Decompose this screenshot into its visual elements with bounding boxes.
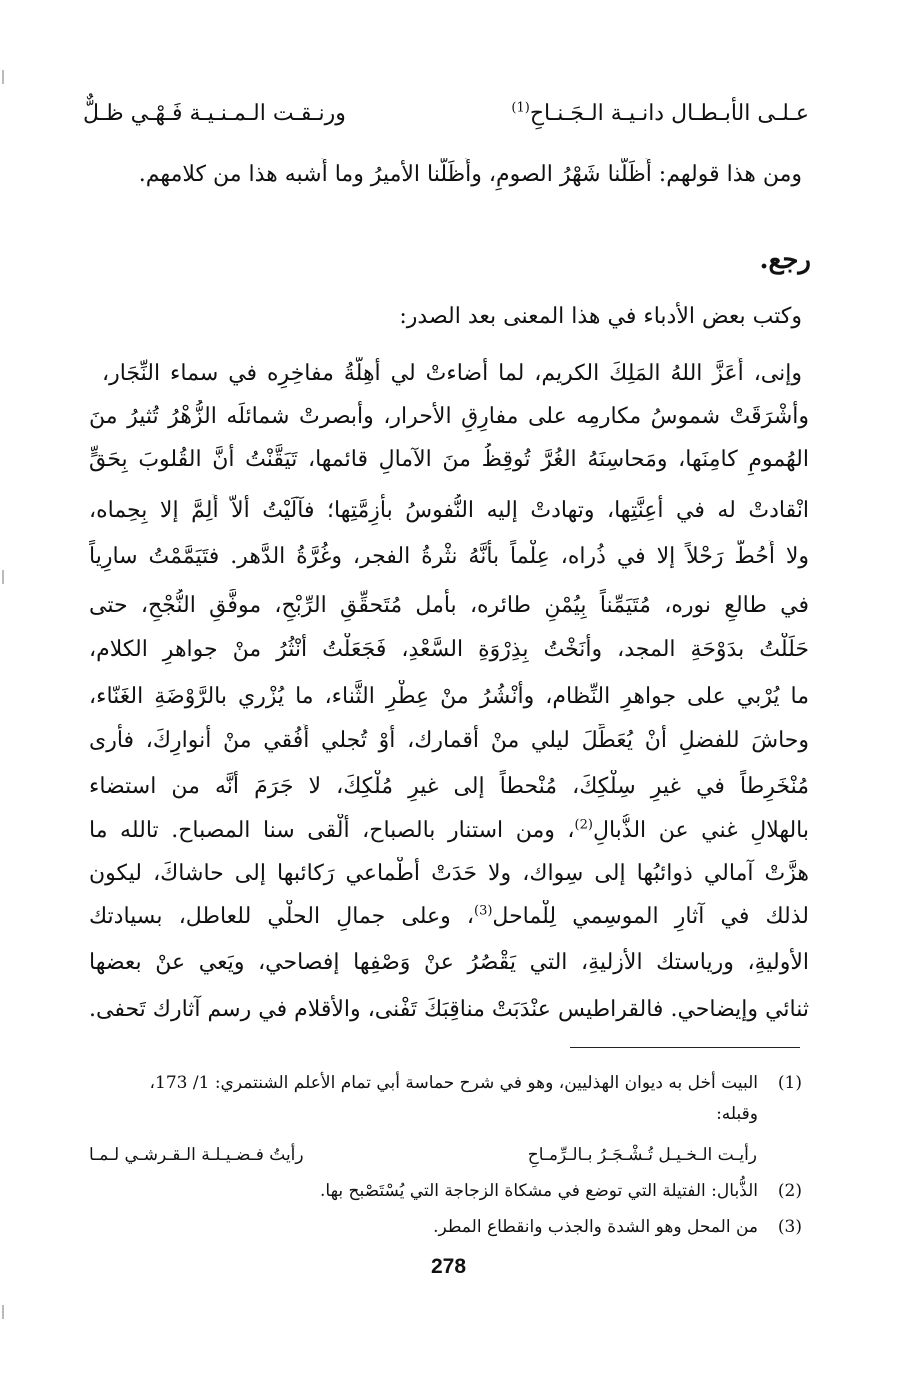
- body-line: [89, 540, 809, 574]
- body-line-text: ما يُرْبي على جواهرِ النِّظام، وأنْشُرُ منْ عِطْرِ الثَّناء، ما يُزْري بالرَّوْضَةِ الغَنّاء،: [89, 684, 809, 709]
- body-line-text: وحاشَ للفضلِ أنْ يُعَطِّلَ ليلي منْ أقمارك، أوْ تُجلي أُفُقي منْ أنوارِكَ، فأرى: [89, 728, 809, 753]
- footnote-text: الذُّبال: الفتيلة التي توضع في مشكاة الزجاجة التي يُسْتَصْبح بها.: [319, 1181, 758, 1201]
- footnote-number: (3): [777, 1217, 802, 1237]
- footnote-text: البيت أخل به ديوان الهذليين، وهو في شرح حماسة أبي تمام الأعلم الشنتمري: 1/ 173،: [149, 1073, 758, 1093]
- body-line: [89, 400, 809, 434]
- body-line: [89, 857, 809, 891]
- lead-line: وكتب بعض الأدباء في هذا المعنى بعد الصدر:: [399, 304, 802, 329]
- footnote-verse-first-hemistich: رأيتُ فـضـيـلـة الـقـرشـي لـمـا: [89, 1145, 304, 1165]
- body-line: [102, 357, 802, 391]
- body-line-text: ولا أَحُطَّ رَحْلاً إلا في ذُراه، عِلْماً بأنَّهُ نثْرةُ الفجر، وغُرَّةُ الدَّهر. فتَيَمَّمْتُ سارِياً: [89, 544, 809, 569]
- body-line: [89, 946, 809, 980]
- scan-edge-mark: [2, 70, 4, 84]
- verse-second-hemistich: [511, 97, 809, 131]
- body-line: [89, 589, 809, 623]
- footnote-ref: (1): [511, 100, 530, 116]
- body-line: [89, 900, 809, 934]
- footnote-ref: (3): [473, 903, 493, 919]
- body-line-text: ثنائي وإيضاحي. فالقراطيس عنْدَبَتْ مناقِبَكَ تَفْنى، والأقلام في رسم آثارك تَحفى.: [89, 997, 809, 1022]
- footnote-ref: (2): [574, 817, 593, 833]
- section-heading: رجع.: [759, 245, 811, 275]
- body-line-text: الأوليةِ، ورياستك الأزليةِ، التي يَقْصُرُ عنْ وَصْفِها إفصاحي، ويَعي عنْ بعضها: [89, 950, 809, 975]
- body-line: [89, 993, 809, 1027]
- verse-first-hemistich: ورنـقـت الـمـنـيـة فَـهْـي ظـلٌّ: [83, 101, 346, 126]
- body-line-text: الهُمومِ كامِنَها، ومَحاسِنَهُ الغُرَّ تُوقِظُ منَ الآمالِ قائمها، تَيَقَّنْتُ أنَّ القُلوبَ بِحَقٍّ: [89, 447, 809, 472]
- verse-second-hemistich-text: عـلـى الأبـطـال دانـيـة الـجَـنـاحِ: [529, 101, 809, 126]
- footnote-text: وقبله:: [716, 1104, 758, 1124]
- page-number: 278: [430, 1255, 467, 1278]
- footnote-item: [90, 1178, 802, 1204]
- body-line: [89, 494, 809, 528]
- body-line: [89, 443, 809, 477]
- body-line: [89, 633, 809, 667]
- body-line: [89, 680, 809, 714]
- body-line: [89, 724, 809, 758]
- poem-verse: [83, 94, 809, 134]
- scan-edge-mark: [2, 570, 4, 584]
- body-line-text: حَلَلْتُ بدَوْحَةِ المجد، وأنَخْتُ بِذِرْوَةِ السَّعْدِ، فَجَعَلْتُ أنْثُرُ منْ جواهرِ الكلام،: [89, 637, 809, 662]
- intro-line: ومن هذا قولهم: أَظَلّنا شَهْرُ الصومِ، وأَظَلّنا الأميرُ وما أَشبه هذا من كلامهم.: [138, 162, 802, 187]
- footnote-verse-second-hemistich: رأيـت الـخـيـل تُـشْـجَـرُ بـالـرِّمـاحِ: [527, 1145, 757, 1165]
- footnote-text: من المحل وهو الشدة والجذب وانقطاع المطر.: [433, 1217, 758, 1237]
- body-line-text: مُنْخَرِطاً في غيرِ سِلْكِكَ، مُنْحطاً إلى غيرِ مُلْكِكَ، لا جَرَمَ أنَّه من استضاء: [89, 774, 809, 799]
- body-line-text: لذلك في آثارِ الموسِمي لِلْماحل: [492, 904, 809, 929]
- body-line-tail: ، وعلى جمالِ الحلْي للعاطل، بسيادتك: [89, 904, 474, 929]
- body-line-text: في طالعِ نوره، مُتَيَمِّناً بِيُمْنِ طائره، بأمل مُتَحقِّقِ الرِّبْحِ، موفَّقِ النُّجْحِ، حتى: [89, 593, 809, 618]
- footnote-number: (1): [777, 1073, 802, 1093]
- footnote-item: [90, 1101, 802, 1127]
- body-line-text: بالهلالِ غني عن الذُّبالِ: [592, 818, 809, 843]
- footnote-item: [90, 1214, 802, 1240]
- body-line-text: وأشْرَقَتْ شموسُ مكارمِه على مفارِقِ الأحرار، وأبصرتْ شمائلَه الزُّهْرُ تُثيرُ منَ: [89, 404, 809, 429]
- footnote-verse: [89, 1142, 757, 1168]
- body-line-tail: ، ومن استنار بالصباح، ألْقى سنا المصباح. تالله ما: [89, 818, 575, 843]
- body-line-text: هزَّتْ آمالي ذوائبُها إلى سِواك، ولا حَدَتْ أطْماعي رَكائبها إلى حاشاكَ، ليكون: [89, 861, 809, 886]
- body-line: [89, 770, 809, 804]
- body-line: [89, 814, 809, 848]
- footnote-divider: [570, 1047, 800, 1048]
- scan-edge-mark: [2, 1305, 4, 1319]
- footnote-number: (2): [777, 1181, 802, 1201]
- body-line-text: انْقادتْ له في أعِنَّتِها، وتهادتْ إليه النُّفوسُ بأزِمَّتِها؛ فآلَيْتُ ألاّ أُلِمَّ إلا بِحِماه،: [89, 498, 809, 523]
- footnote-number: [758, 1101, 802, 1127]
- body-line-text: وإنى، أَعَزَّ اللهُ المَلِكَ الكريم، لما أضاءتْ لي أهِلَّةُ مفاخِرِه في سماء النِّجَار،: [102, 361, 802, 386]
- footnote-item: [90, 1070, 802, 1096]
